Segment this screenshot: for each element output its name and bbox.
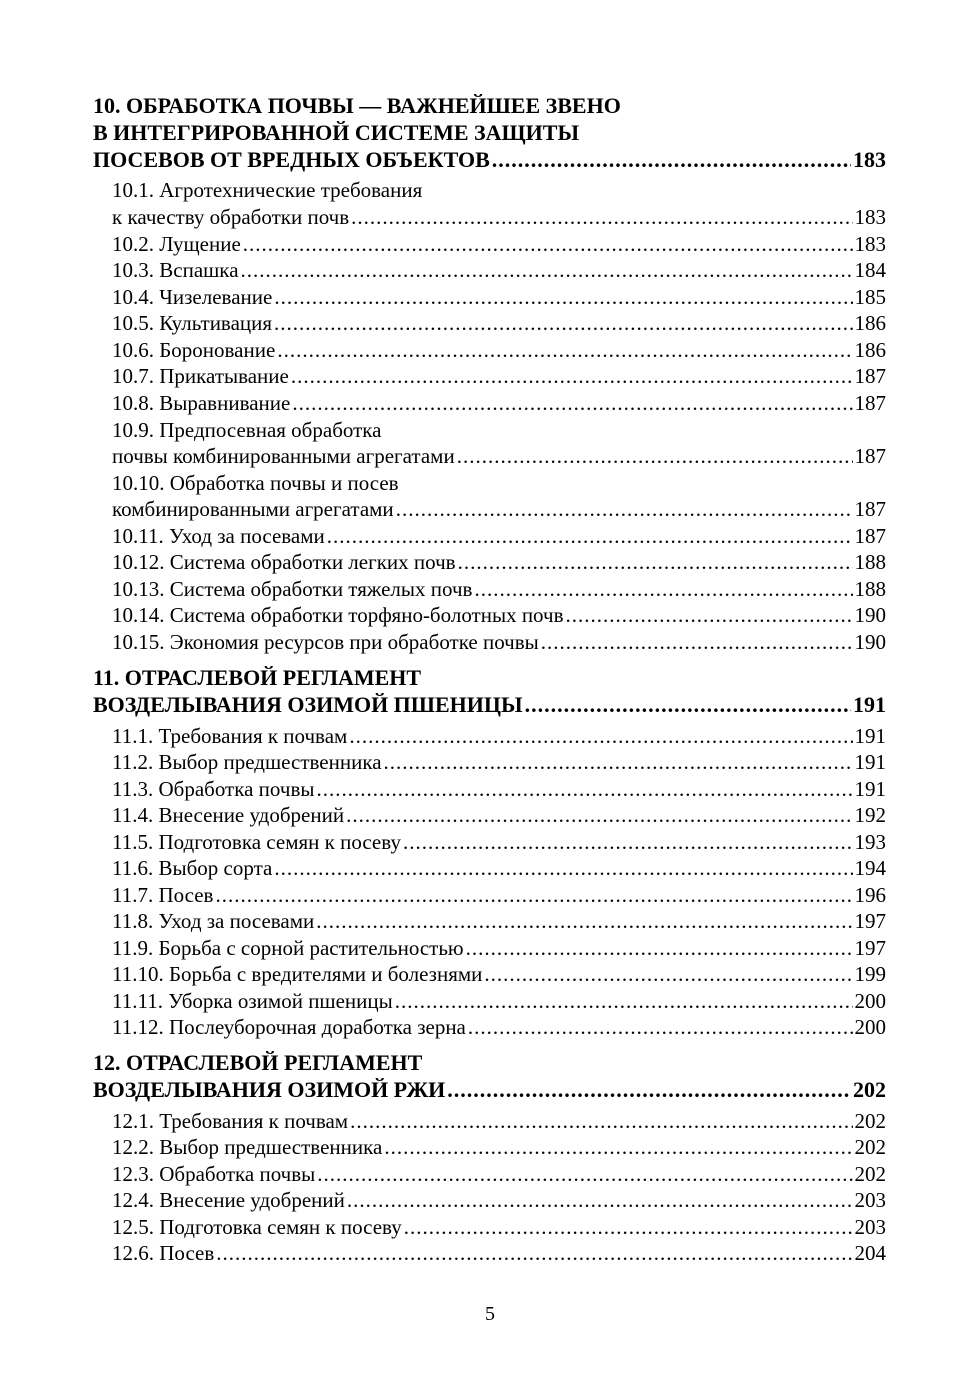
toc-entry-page: 188 [854,577,886,601]
toc-entry-title: 11.9. Борьба с сорной растительностью [112,936,464,960]
toc-entry-page: 203 [854,1215,886,1239]
toc-entry [112,750,886,775]
toc-entry-first-line: 10.9. Предпосевная обработка [112,418,382,442]
toc-entry-page: 200 [854,1015,886,1039]
dot-leader [447,1077,851,1103]
chapter-title: ВОЗДЕЛЫВАНИЯ ОЗИМОЙ ПШЕНИЦЫ [93,692,523,717]
toc-entry [112,205,886,230]
chapter-heading-line: В ИНТЕГРИРОВАННОЙ СИСТЕМЕ ЗАЩИТЫ [93,120,580,145]
toc-entry [112,909,886,934]
toc-entry-page: 190 [854,630,886,654]
page-number: 5 [485,1303,495,1325]
chapter-heading-line: 10. ОБРАБОТКА ПОЧВЫ — ВАЖНЕЙШЕЕ ЗВЕНО [93,93,621,118]
dot-leader [350,1109,852,1134]
toc-entry-title: 12.5. Подготовка семян к посеву [112,1215,402,1239]
toc-entry-page: 200 [854,989,886,1013]
toc-entry [112,444,886,469]
toc-entry [112,603,886,628]
toc-entry-first-line: 10.1. Агротехнические требования [112,178,423,202]
toc-entry-title: 10.2. Лущение [112,232,241,256]
toc-entry-first-line: 10.10. Обработка почвы и посев [112,471,399,495]
toc-entry-title: 12.1. Требования к почвам [112,1109,349,1133]
toc-entry [112,232,886,257]
toc-entry [112,311,886,336]
toc-entry-page: 202 [854,1162,886,1186]
dot-leader [566,603,853,628]
toc-entry-title: 10.14. Система обработки торфяно-болотных почв [112,603,564,627]
toc-entry [112,1188,886,1213]
toc-entry-title: почвы комбинированными агрегатами [112,444,455,468]
toc-entry-title: 10.11. Уход за посевами [112,524,325,548]
dot-leader [274,856,852,881]
toc-entry [112,1215,886,1240]
chapter-heading-entry [93,1077,886,1103]
toc-entry-title: 10.15. Экономия ресурсов при обработке почвы [112,630,539,654]
toc-entry-page: 186 [854,311,886,335]
dot-leader [291,364,853,389]
dot-leader [274,285,852,310]
toc-entry-title: 10.3. Вспашка [112,258,239,282]
toc-entry-title: 10.7. Прикатывание [112,364,289,388]
toc-entry [112,989,886,1014]
dot-leader [466,936,853,961]
toc-entry-title: 11.3. Обработка почвы [112,777,315,801]
toc-entry-title: 10.8. Выравнивание [112,391,291,415]
dot-leader [351,205,852,230]
toc-entry [112,550,886,575]
toc-entry [112,577,886,602]
chapter-page-number: 191 [853,692,886,717]
dot-leader [216,1241,852,1266]
toc-entry-page: 187 [854,444,886,468]
toc-entry-page: 203 [854,1188,886,1212]
toc-entry-title: 11.2. Выбор предшественника [112,750,382,774]
toc-entry [112,1162,886,1187]
toc-entry-page: 199 [854,962,886,986]
toc-entry [112,883,886,908]
chapter-heading-line: 11. ОТРАСЛЕВОЙ РЕГЛАМЕНТ [93,665,422,690]
dot-leader [396,497,853,522]
toc-entry [112,364,886,389]
toc-entry-title: 10.6. Боронование [112,338,276,362]
dot-leader [484,962,852,987]
chapter-heading-line: 12. ОТРАСЛЕВОЙ РЕГЛАМЕНТ [93,1050,423,1075]
dot-leader [241,258,853,283]
toc-entry-page: 194 [854,856,886,880]
dot-leader [292,391,852,416]
dot-leader [243,232,853,257]
toc-entry-title: комбинированными агрегатами [112,497,394,521]
toc-entry-page: 197 [854,936,886,960]
toc-entry [112,338,886,363]
toc-entry [112,391,886,416]
toc-entry [112,724,886,749]
toc-entry-title: 11.6. Выбор сорта [112,856,273,880]
dot-leader [525,692,851,718]
toc-entry-page: 187 [854,524,886,548]
toc-entry-page: 202 [854,1135,886,1159]
toc-entry-page: 197 [854,909,886,933]
toc-entry-page: 191 [854,777,886,801]
dot-leader [458,550,853,575]
toc-entry [112,1015,886,1040]
toc-entry-title: 10.12. Система обработки легких почв [112,550,456,574]
dot-leader [327,524,853,549]
toc-entry-page: 187 [854,391,886,415]
chapter-page-number: 183 [853,147,886,172]
dot-leader [349,724,852,749]
toc-entry-title: 11.12. Послеуборочная доработка зерна [112,1015,466,1039]
toc-entry-page: 191 [854,724,886,748]
toc-entry-title: 12.3. Обработка почвы [112,1162,316,1186]
toc-entry-title: 11.10. Борьба с вредителями и болезнями [112,962,483,986]
toc-entry-title: 11.5. Подготовка семян к посеву [112,830,401,854]
toc-entry-title: к качеству обработки почв [112,205,350,229]
toc-entry [112,285,886,310]
dot-leader [468,1015,853,1040]
dot-leader [541,630,853,655]
dot-leader [384,1135,852,1160]
dot-leader [395,989,853,1014]
toc-entry-page: 190 [854,603,886,627]
dot-leader [274,311,852,336]
toc-entry-page: 196 [854,883,886,907]
toc-entry-page: 187 [854,497,886,521]
toc-entry-page: 204 [854,1241,886,1265]
dot-leader [403,830,853,855]
toc-entry [112,630,886,655]
toc-entry [112,497,886,522]
toc-entry-page: 192 [854,803,886,827]
toc-entry [112,524,886,549]
dot-leader [215,883,852,908]
toc-entry-title: 12.2. Выбор предшественника [112,1135,383,1159]
dot-leader [384,750,853,775]
toc-entry-title: 11.1. Требования к почвам [112,724,348,748]
toc-entry [112,1135,886,1160]
toc-entry [112,1109,886,1134]
toc-entry-title: 10.4. Чизелевание [112,285,273,309]
toc-entry-title: 11.7. Посев [112,883,214,907]
toc-entry-page: 202 [854,1109,886,1133]
dot-leader [404,1215,853,1240]
toc-entry-page: 183 [854,232,886,256]
toc-entry-title: 12.6. Посев [112,1241,215,1265]
toc-entry-page: 193 [854,830,886,854]
toc-entry-title: 11.11. Уборка озимой пшеницы [112,989,393,1013]
dot-leader [474,577,852,602]
toc-entry [112,962,886,987]
dot-leader [277,338,852,363]
toc-entry-page: 188 [854,550,886,574]
dot-leader [316,909,852,934]
toc-entry-page: 191 [854,750,886,774]
chapter-title: ПОСЕВОВ ОТ ВРЕДНЫХ ОБЪЕКТОВ [93,147,490,172]
chapter-title: ВОЗДЕЛЫВАНИЯ ОЗИМОЙ РЖИ [93,1077,446,1102]
toc-entry-page: 183 [854,205,886,229]
toc-entry [112,936,886,961]
toc-entry-title: 12.4. Внесение удобрений [112,1188,345,1212]
dot-leader [317,1162,852,1187]
chapter-heading-entry [93,147,886,173]
dot-leader [492,147,851,173]
toc-entry-title: 11.8. Уход за посевами [112,909,315,933]
toc-entry [112,803,886,828]
toc-entry [112,258,886,283]
dot-leader [347,1188,853,1213]
chapter-heading-entry [93,692,886,718]
dot-leader [457,444,853,469]
toc-entry-page: 185 [854,285,886,309]
toc-entry-title: 10.13. Система обработки тяжелых почв [112,577,473,601]
dot-leader [346,803,852,828]
toc-entry [112,1241,886,1266]
toc-entry [112,856,886,881]
toc-entry [112,777,886,802]
chapter-page-number: 202 [853,1077,886,1102]
toc-entry [112,830,886,855]
toc-entry-title: 11.4. Внесение удобрений [112,803,345,827]
toc-entry-title: 10.5. Культивация [112,311,273,335]
dot-leader [316,777,852,802]
toc-entry-page: 184 [854,258,886,282]
toc-entry-page: 187 [854,364,886,388]
toc-entry-page: 186 [854,338,886,362]
